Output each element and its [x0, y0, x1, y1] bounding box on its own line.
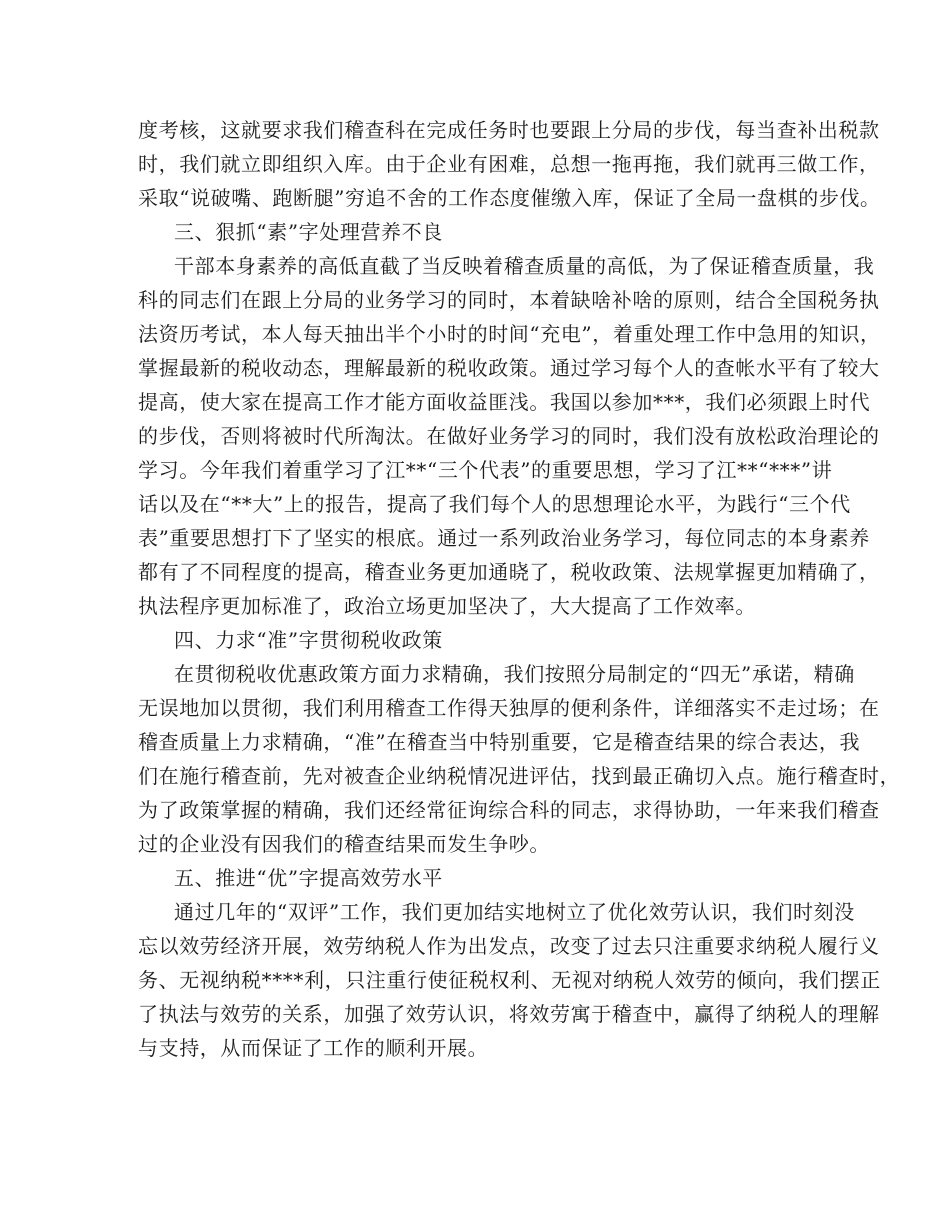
text-line: 学习。今年我们着重学习了江**“三个代表”的重要思想，学习了江**“***”讲 [138, 458, 833, 482]
text-line: 干部本身素养的高低直截了当反映着稽查质量的高低，为了保证稽查质量，我 [174, 254, 875, 278]
text-line: 掌握最新的税收动态，理解最新的税收政策。通过学习每个人的查帐水平有了较大 [138, 356, 880, 380]
section-heading: 五、推进“优”字提高效劳水平 [174, 866, 443, 890]
text-line: 的步伐，否则将被时代所淘汰。在做好业务学习的同时，我们没有放松政治理论的 [138, 424, 880, 448]
section-heading: 四、力求“准”字贯彻税收政策 [174, 628, 443, 652]
text-line: 无误地加以贯彻，我们利用稽查工作得天独厚的便利条件，详细落实不走过场；在 [138, 696, 880, 720]
text-line: 通过几年的“双评”工作，我们更加结实地树立了优化效劳认识，我们时刻没 [174, 900, 855, 924]
text-line: 忘以效劳经济开展，效劳纳税人作为出发点，改变了过去只注重要求纳税人履行义 [138, 934, 880, 958]
text-line: 度考核，这就要求我们稽查科在完成任务时也要跟上分局的步伐，每当查补出税款 [138, 118, 880, 142]
text-line: 话以及在“**大”上的报告，提高了我们每个人的思想理论水平，为践行“三个代 [138, 492, 851, 516]
text-line: 提高，使大家在提高工作才能方面收益匪浅。我国以参加***，我们必须跟上时代 [138, 390, 871, 414]
text-line: 表”重要思想打下了坚实的根底。通过一系列政治业务学习，每位同志的本身素养 [138, 526, 870, 550]
text-line: 为了政策掌握的精确，我们还经常征询综合科的同志，求得协助，一年来我们稽查 [138, 798, 880, 822]
section-heading: 三、狠抓“素”字处理营养不良 [174, 220, 443, 244]
text-line: 过的企业没有因我们的稽查结果而发生争吵。 [138, 832, 550, 856]
text-line: 科的同志们在跟上分局的业务学习的同时，本着缺啥补啥的原则，结合全国税务执 [138, 288, 880, 312]
text-line: 了执法与效劳的关系，加强了效劳认识，将效劳寓于稽查中，赢得了纳税人的理解 [138, 1002, 880, 1026]
text-line: 都有了不同程度的提高，稽查业务更加通晓了，税收政策、法规掌握更加精确了， [138, 560, 880, 584]
text-line: 执法程序更加标准了，政治立场更加坚决了，大大提高了工作效率。 [138, 594, 756, 618]
text-line: 时，我们就立即组织入库。由于企业有困难，总想一拖再拖，我们就再三做工作， [138, 152, 880, 176]
text-line: 采取“说破嘴、跑断腿”穷追不舍的工作态度催缴入库，保证了全局一盘棋的步伐。 [138, 186, 881, 210]
text-line: 务、无视纳税****利，只注重行使征税权利、无视对纳税人效劳的倾向，我们摆正 [138, 968, 881, 992]
text-line: 在贯彻税收优惠政策方面力求精确，我们按照分局制定的“四无”承诺，精确 [174, 662, 855, 686]
text-line: 法资历考试，本人每天抽出半个小时的时间“充电”，着重处理工作中急用的知识， [138, 322, 881, 346]
document-body [138, 113, 901, 1065]
text-line: 们在施行稽查前，先对被查企业纳税情况进评估，找到最正确切入点。施行稽查时， [138, 764, 901, 788]
text-line: 与支持，从而保证了工作的顺利开展。 [138, 1036, 489, 1060]
text-line: 稽查质量上力求精确，“准”在稽查当中特别重要，它是稽查结果的综合表达，我 [138, 730, 861, 754]
